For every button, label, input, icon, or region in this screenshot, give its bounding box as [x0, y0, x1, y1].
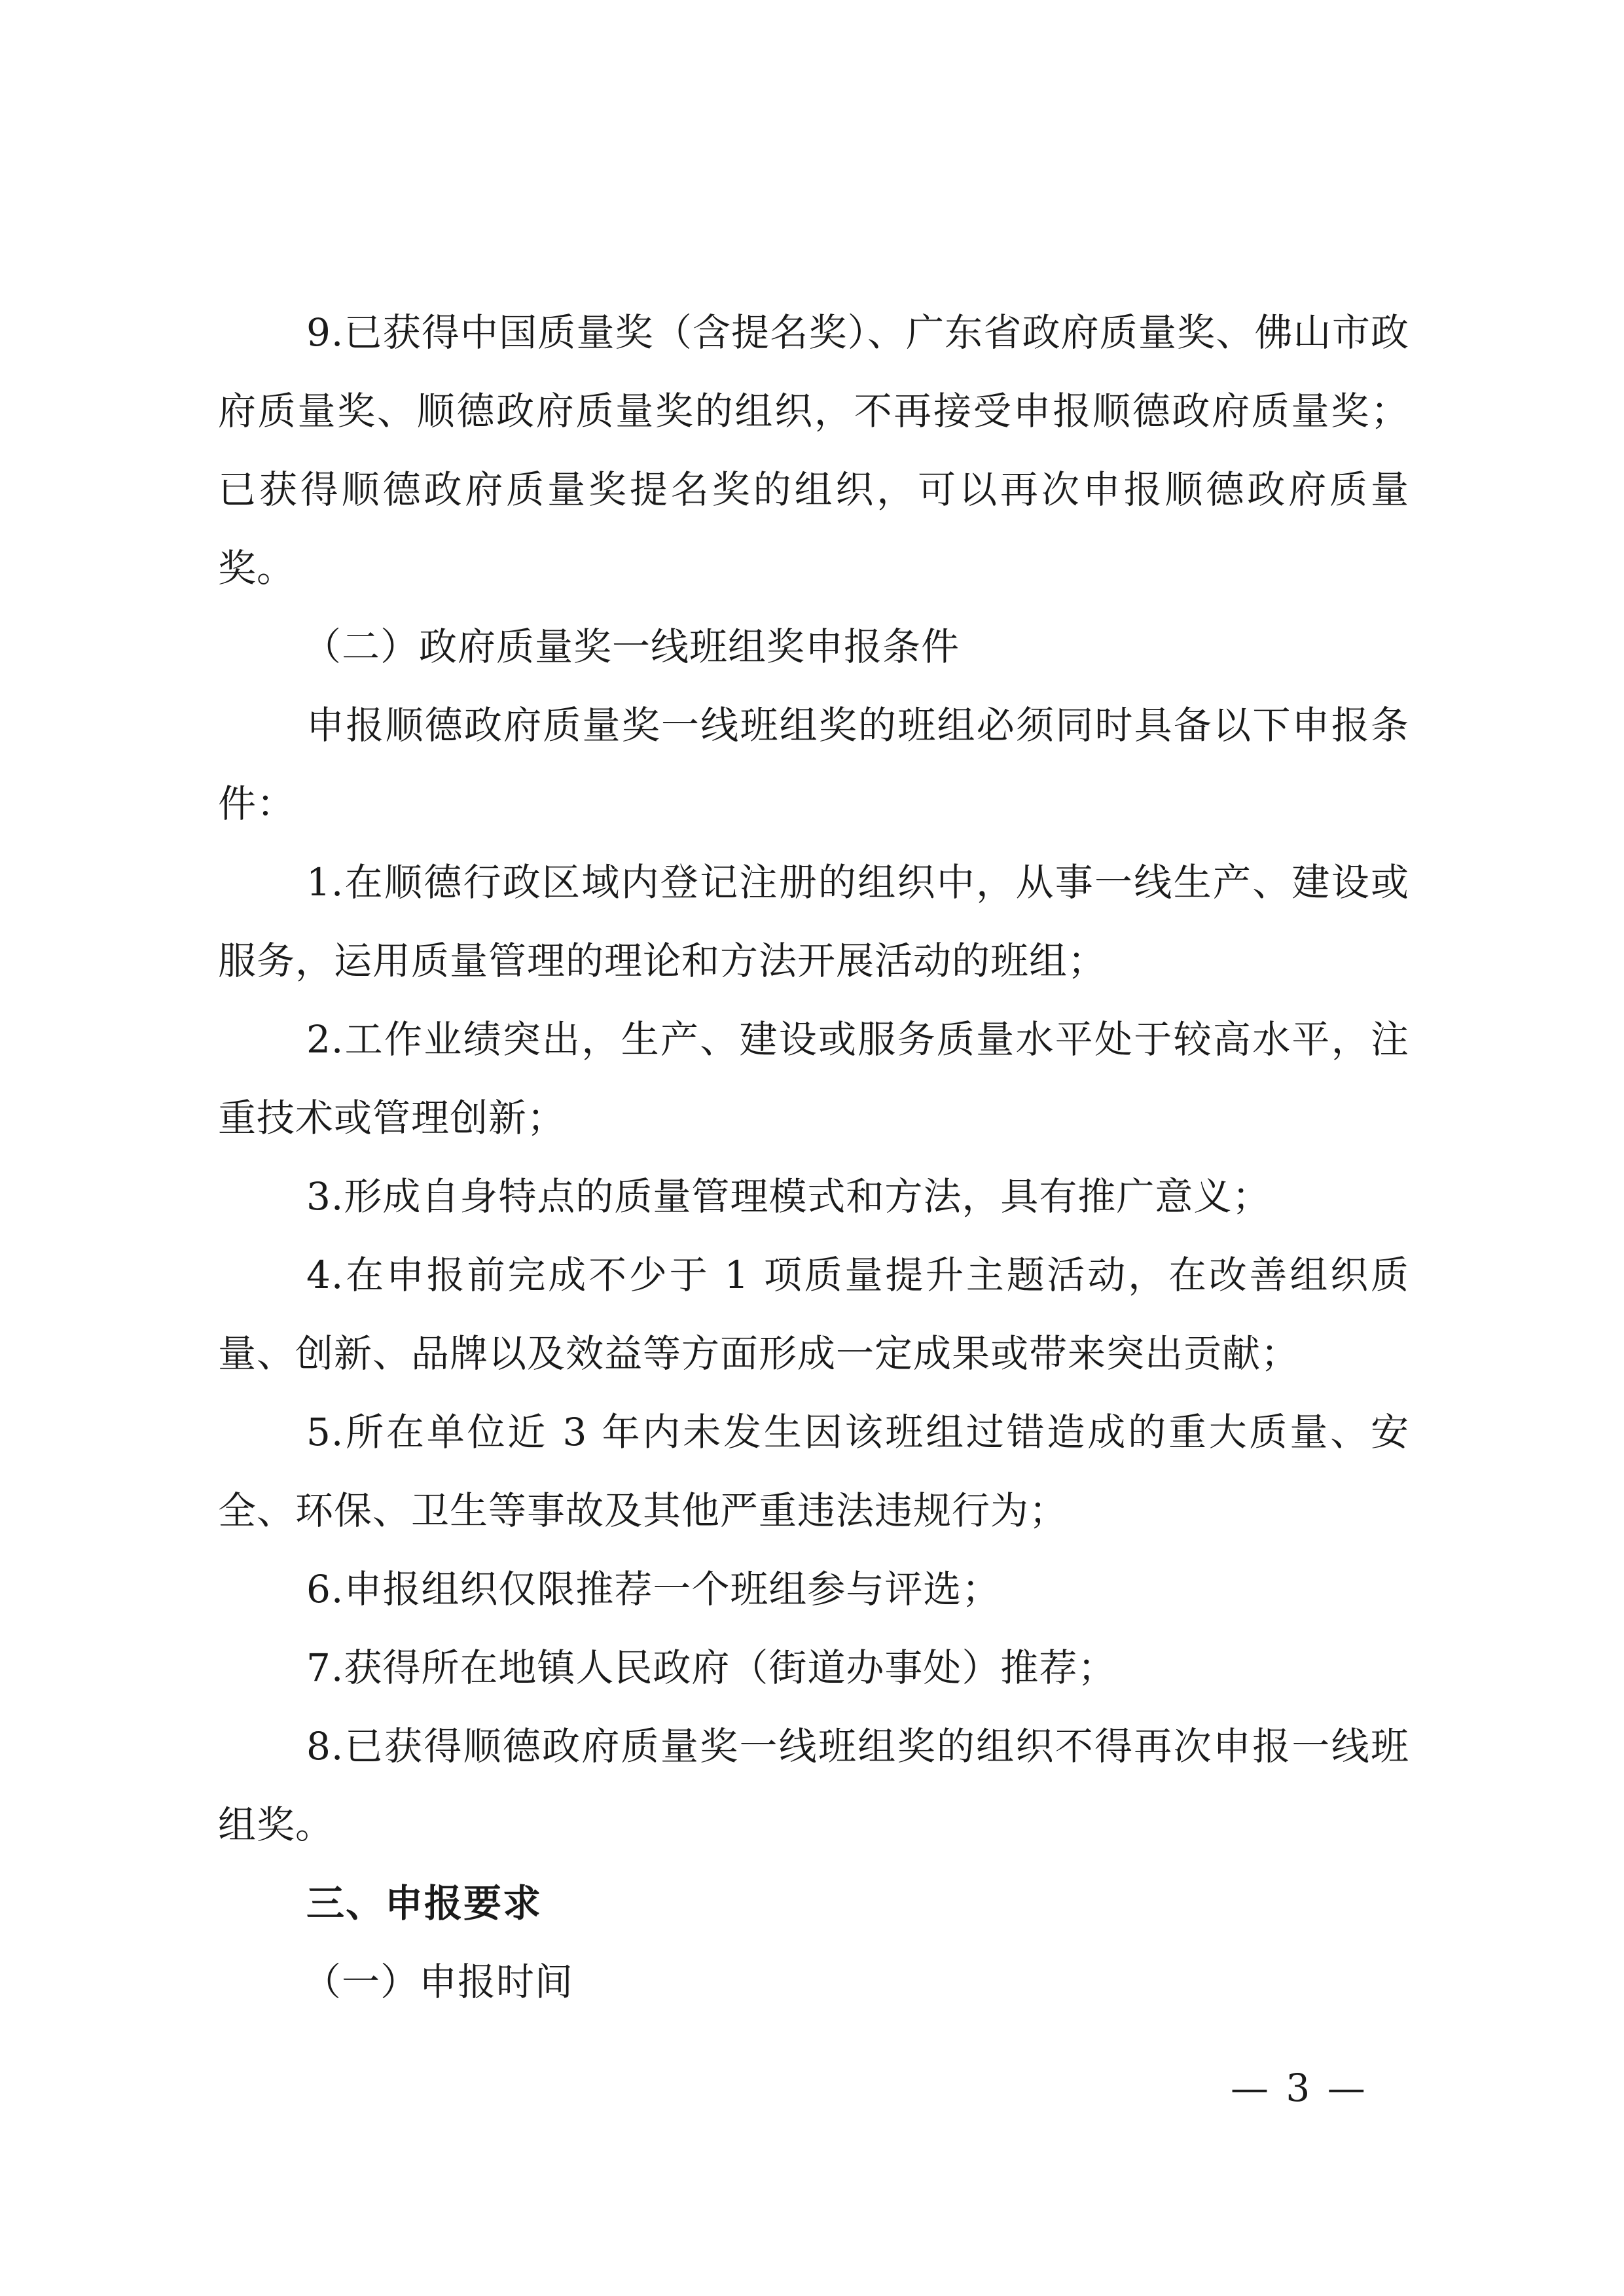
page-number: — 3 — [1231, 2066, 1368, 2110]
condition-item-4: 4.在申报前完成不少于 1 项质量提升主题活动，在改善组织质量、创新、品牌以及效益等方面形成一定成果或带来突出贡献； [218, 1253, 1409, 1376]
condition-item-8: 8.已获得顺德政府质量奖一线班组奖的组织不得再次申报一线班组奖。 [218, 1724, 1409, 1847]
condition-item-6: 6.申报组织仅限推荐一个班组参与评选； [306, 1567, 1001, 1611]
subheading-application-time: （一）申报时间 [303, 1960, 574, 2004]
subheading-frontline-team-award: （二）政府质量奖一线班组奖申报条件 [303, 624, 960, 669]
condition-item-3: 3.形成自身特点的质量管理模式和方法，具有推广意义； [306, 1174, 1271, 1219]
condition-item-1: 1.在顺德行政区域内登记注册的组织中，从事一线生产、建设或服务，运用质量管理的理论和方法开展活动的班组； [218, 860, 1409, 983]
condition-item-2: 2.工作业绩突出，生产、建设或服务质量水平处于较高水平，注重技术或管理创新； [218, 1017, 1409, 1140]
paragraph-item-9: 9.已获得中国质量奖（含提名奖）、广东省政府质量奖、佛山市政府质量奖、顺德政府质量奖的组织，不再接受申报顺德政府质量奖；已获得顺德政府质量奖提名奖的组织，可以再次申报顺德政府质量奖。 [218, 310, 1409, 590]
section-heading-requirements: 三、申报要求 [306, 1881, 543, 1926]
condition-item-5: 5.所在单位近 3 年内未发生因该班组过错造成的重大质量、安全、环保、卫生等事故及其他严重违法违规行为； [218, 1410, 1409, 1533]
condition-item-7: 7.获得所在地镇人民政府（街道办事处）推荐； [306, 1645, 1117, 1690]
paragraph-conditions-intro: 申报顺德政府质量奖一线班组奖的班组必须同时具备以下申报条件： [218, 703, 1409, 826]
document-body [218, 293, 1409, 2021]
